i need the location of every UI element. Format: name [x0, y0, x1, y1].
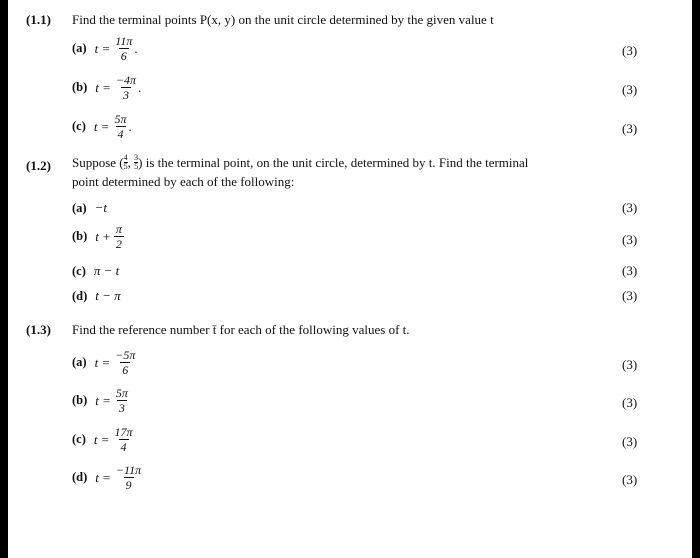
part-expression: t + [95, 228, 111, 244]
part-label: (a) [72, 41, 87, 55]
marks-1-3-b: (3) [622, 395, 638, 410]
q3-part-a [72, 348, 137, 377]
q2-part-c [72, 263, 119, 279]
fraction-numerator: π [115, 222, 122, 236]
q1-part-c [72, 112, 132, 141]
marks-1-2-d: (3) [622, 288, 638, 303]
fraction [113, 348, 137, 377]
q3-part-c [72, 425, 135, 454]
fraction-denominator: 5 [134, 162, 139, 171]
fraction-numerator: −5π [115, 348, 136, 362]
question-text-1-2-line2: point determined by each of the following: [72, 174, 295, 189]
fraction-numerator: −11π [115, 463, 142, 477]
fraction-numerator: 11π [115, 34, 133, 48]
part-lhs: t = [95, 469, 111, 485]
marks-1-1-b: (3) [622, 82, 638, 97]
question-text-1-2-line1 [72, 154, 528, 171]
part-label: (d) [72, 470, 88, 484]
question-number-1-2: (1.2) [26, 158, 51, 173]
fraction-denominator: 6 [122, 363, 129, 377]
q3-part-b [72, 386, 130, 415]
fraction [113, 34, 134, 63]
question-number-1-1: (1.1) [26, 12, 51, 27]
text-segment: Suppose ( [72, 154, 124, 170]
part-label: (a) [72, 355, 87, 369]
document-page [8, 0, 692, 558]
fraction [114, 386, 130, 415]
fraction-denominator: 6 [120, 49, 127, 63]
part-label: (b) [72, 80, 88, 94]
marks-1-2-c: (3) [622, 263, 638, 278]
fraction [113, 112, 129, 141]
fraction [113, 425, 135, 454]
fraction-numerator: 17π [114, 425, 133, 439]
fraction-numerator: 5π [115, 386, 128, 400]
part-lhs: t = [93, 431, 110, 447]
part-expression: −t [94, 200, 107, 215]
fraction-denominator: 4 [120, 440, 127, 454]
part-lhs: t = [95, 392, 111, 408]
q2-part-a [72, 200, 107, 216]
part-label: (c) [72, 119, 86, 133]
part-suffix: . [134, 40, 138, 56]
question-number-1-3: (1.3) [26, 322, 51, 337]
fraction-denominator: 9 [125, 478, 132, 492]
q1-part-b [72, 73, 141, 102]
part-lhs: t = [94, 40, 111, 56]
marks-1-2-a: (3) [622, 200, 638, 215]
part-lhs: t = [94, 354, 111, 370]
part-suffix: . [138, 79, 142, 95]
question-text-1-3: Find the reference number t̄ for each of the following values of t. [72, 322, 410, 337]
fraction [114, 463, 143, 492]
fraction-denominator: 5 [123, 162, 128, 171]
part-label: (a) [72, 200, 87, 215]
fraction-numerator: 3 [134, 153, 139, 162]
marks-1-3-c: (3) [622, 434, 638, 449]
fraction-denominator: 4 [117, 127, 124, 141]
fraction-denominator: 3 [122, 88, 129, 102]
q3-part-d [72, 463, 143, 492]
q1-part-a [72, 34, 138, 63]
part-expression: t − π [95, 288, 121, 303]
text-segment: , [127, 154, 135, 170]
part-label: (b) [72, 229, 88, 243]
fraction-denominator: 2 [115, 237, 122, 251]
question-text-1-1: Find the terminal points P(x, y) on the unit circle determined by the given value t [72, 12, 494, 27]
fraction [114, 73, 138, 102]
fraction [114, 222, 124, 251]
part-expression: π − t [93, 263, 120, 278]
part-suffix: . [128, 118, 132, 134]
marks-1-3-d: (3) [622, 472, 638, 487]
marks-1-1-a: (3) [622, 43, 638, 58]
text-segment: ) is the terminal point, on the unit circle, determined by t. Find the terminal [138, 154, 529, 170]
marks-1-1-c: (3) [622, 121, 638, 136]
fraction-numerator: −4π [115, 73, 137, 87]
q2-part-b [72, 222, 124, 251]
fraction-numerator: 4 [123, 153, 128, 162]
marks-1-2-b: (3) [622, 232, 638, 247]
fraction-denominator: 3 [118, 401, 125, 415]
part-lhs: t = [95, 79, 111, 95]
part-label: (d) [72, 288, 88, 303]
part-label: (b) [72, 393, 88, 407]
q2-part-d [72, 288, 121, 304]
part-label: (c) [72, 263, 86, 278]
part-label: (c) [72, 432, 86, 446]
part-lhs: t = [93, 118, 110, 134]
fraction-numerator: 5π [114, 112, 127, 126]
marks-1-3-a: (3) [622, 357, 638, 372]
